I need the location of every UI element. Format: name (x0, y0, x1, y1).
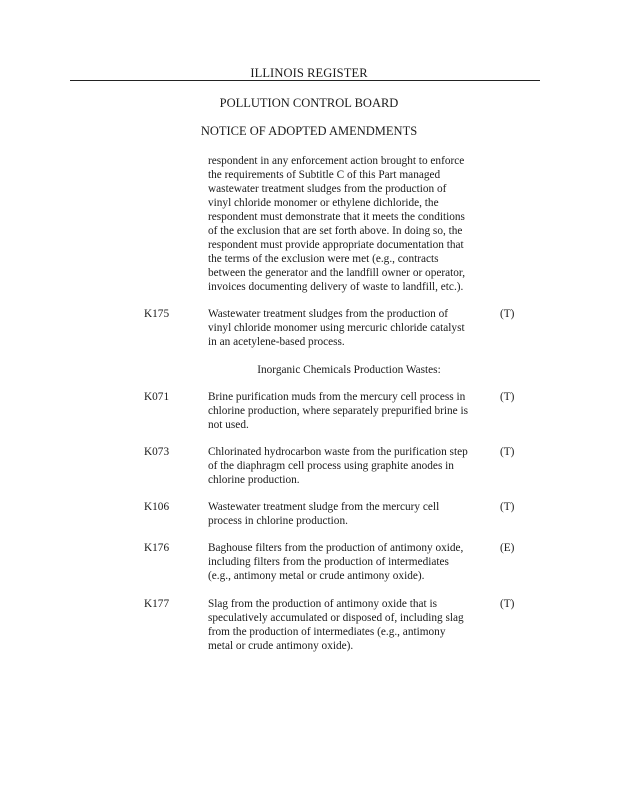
section-subheading: Inorganic Chemicals Production Wastes: (257, 364, 441, 376)
intro-line: invoices documenting delivery of waste to landfill, etc.). (208, 281, 464, 293)
intro-line: wastewater treatment sludges from the production of (208, 183, 447, 195)
board-name: POLLUTION CONTROL BOARD (219, 96, 399, 110)
description-line: speculatively accumulated or disposed of, including slag (208, 612, 464, 624)
waste-description-k071 (208, 390, 490, 432)
description-line: (e.g., antimony metal or crude antimony oxide). (208, 570, 425, 582)
description-line: Wastewater treatment sludge from the mercury cell (208, 501, 440, 513)
register-title: ILLINOIS REGISTER (250, 66, 368, 80)
hazard-code-k106: (T) (500, 501, 515, 513)
description-line: metal or crude antimony oxide). (208, 640, 354, 652)
intro-line: respondent must provide appropriate documentation that (208, 239, 464, 251)
description-line: not used. (208, 419, 249, 431)
hazard-code-k176: (E) (500, 542, 515, 554)
hazard-code-k073: (T) (500, 446, 515, 458)
intro-line: of the exclusion that are set forth above. In doing so, the (208, 225, 463, 237)
description-line: from the production of intermediates (e.g., antimony (208, 626, 446, 638)
description-line: Brine purification muds from the mercury cell process in (208, 391, 466, 403)
hazard-code-k177: (T) (500, 598, 515, 610)
waste-description-k106 (208, 500, 490, 528)
intro-line: respondent in any enforcement action brought to enforce (208, 155, 465, 167)
description-line: Slag from the production of antimony oxide that is (208, 598, 438, 610)
description-line: in an acetylene-based process. (208, 336, 345, 348)
waste-code-k176: K176 (144, 542, 170, 554)
waste-description-k176 (208, 541, 490, 583)
waste-description-k073 (208, 445, 490, 487)
intro-line: between the generator and the landfill owner or operator, (208, 267, 466, 279)
description-line: chlorine production. (208, 474, 300, 486)
description-line: chlorine production, where separately prepurified brine is (208, 405, 469, 417)
intro-paragraph (208, 154, 490, 294)
description-line: including filters from the production of intermediates (208, 556, 449, 568)
waste-description-k177 (208, 597, 490, 653)
hazard-code-k071: (T) (500, 391, 515, 403)
waste-code-k073: K073 (144, 446, 170, 458)
waste-code-k175: K175 (144, 308, 170, 320)
description-line: Wastewater treatment sludges from the production of (208, 308, 449, 320)
waste-code-k106: K106 (144, 501, 170, 513)
intro-line: respondent must demonstrate that it meets the conditions (208, 211, 465, 223)
notice-title: NOTICE OF ADOPTED AMENDMENTS (200, 124, 418, 138)
description-line: of the diaphragm cell process using graphite anodes in (208, 460, 454, 472)
intro-line: vinyl chloride monomer or ethylene dichloride, the (208, 197, 439, 209)
description-line: vinyl chloride monomer using mercuric chloride catalyst (208, 322, 465, 334)
intro-line: the terms of the exclusion were met (e.g., contracts (208, 253, 439, 265)
intro-line: the requirements of Subtitle C of this Part managed (208, 169, 441, 181)
header-rule (70, 80, 540, 81)
description-line: process in chlorine production. (208, 515, 348, 527)
waste-code-k071: K071 (144, 391, 170, 403)
hazard-code-k175: (T) (500, 308, 515, 320)
description-line: Baghouse filters from the production of antimony oxide, (208, 542, 464, 554)
waste-description-k175 (208, 307, 490, 349)
waste-code-k177: K177 (144, 598, 170, 610)
description-line: Chlorinated hydrocarbon waste from the purification step (208, 446, 468, 458)
